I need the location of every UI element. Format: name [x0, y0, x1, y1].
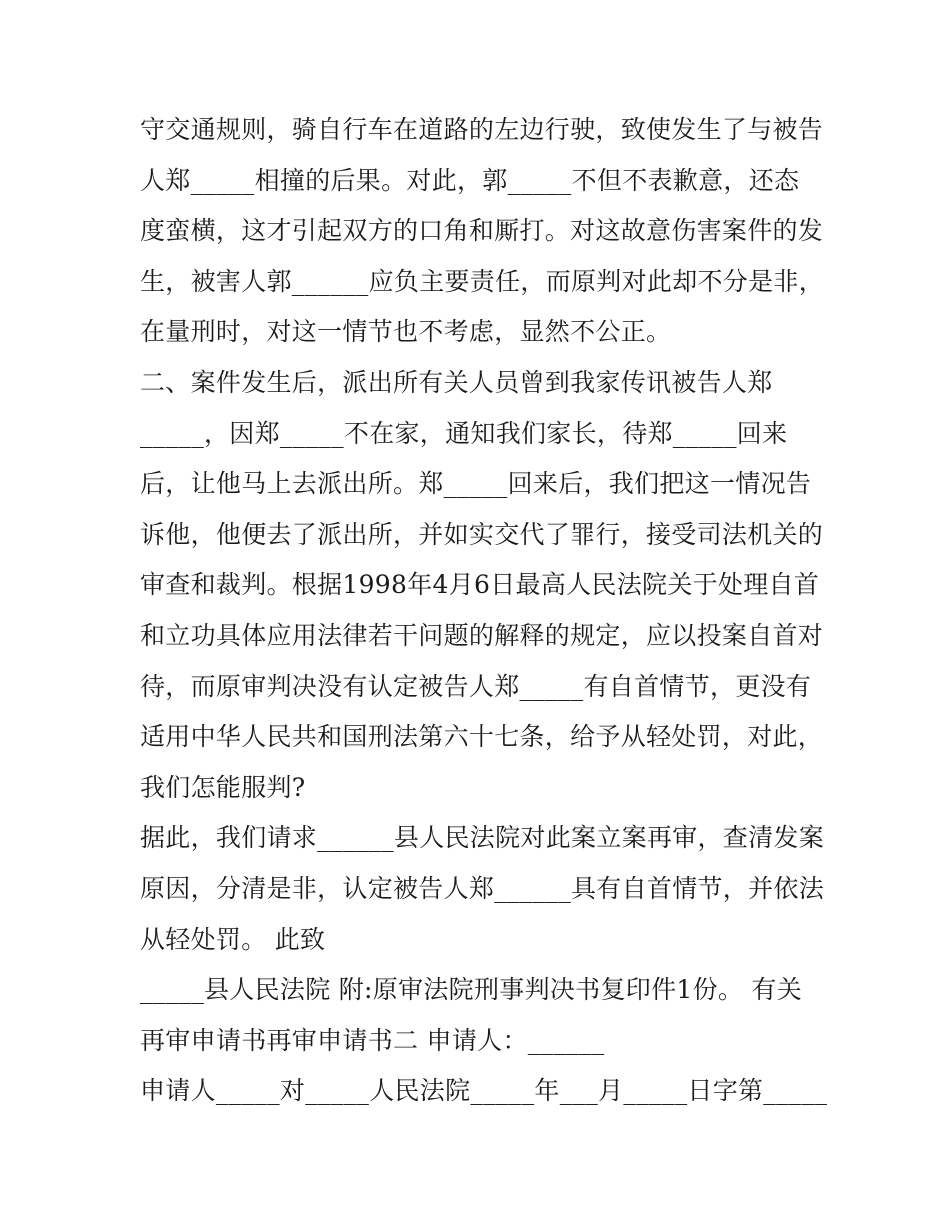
text-line: _____，因郑_____不在家，通知我们家长，待郑_____回来	[140, 418, 788, 448]
text-line: 二、案件发生后，派出所有关人员曾到我家传讯被告人郑	[140, 367, 773, 397]
text-line: 审查和裁判。根据1998年4月6日最高人民法院关于处理自首	[140, 570, 820, 600]
text-line: 从轻处罚。 此致	[140, 924, 326, 954]
text-line: 原因，分清是非，认定被告人郑______具有自首情节，并依法	[140, 873, 825, 903]
document-body	[140, 105, 828, 1117]
text-line: 后，让他马上去派出所。郑_____回来后，我们把这一情况告	[140, 469, 812, 499]
text-line: _____县人民法院 附:原审法院刑事判决书复印件1份。 有关	[140, 975, 803, 1005]
text-line: 人郑_____相撞的后果。对此，郭_____不但不表歉意，还态	[140, 165, 800, 195]
text-line: 生，被害人郭______应负主要责任，而原判对此却不分是非，	[140, 266, 825, 296]
text-line: 据此，我们请求______县人民法院对此案立案再审，查清发案	[140, 823, 825, 853]
text-line: 度蛮横，这才引起双方的口角和厮打。对这故意伤害案件的发	[140, 216, 824, 246]
text-line: 我们怎能服判?	[140, 772, 306, 802]
text-line: 再审申请书再审申请书二 申请人：______	[140, 1025, 605, 1055]
text-line: 守交通规则，骑自行车在道路的左边行驶，致使发生了与被告	[140, 115, 824, 144]
text-line: 和立功具体应用法律若干问题的解释的规定，应以投案自首对	[140, 620, 824, 650]
text-line: 待，而原审判决没有认定被告人郑_____有自首情节，更没有	[140, 671, 812, 701]
text-line: 适用中华人民共和国刑法第六十七条，给予从轻处罚，对此，	[140, 722, 824, 752]
text-line: 诉他，他便去了派出所，并如实交代了罪行，接受司法机关的	[140, 519, 824, 549]
text-line: 在量刑时，对这一情节也不考虑，显然不公正。	[140, 317, 672, 347]
text-line: 申请人_____对_____人民法院_____年___月_____日字第_____	[140, 1076, 828, 1106]
